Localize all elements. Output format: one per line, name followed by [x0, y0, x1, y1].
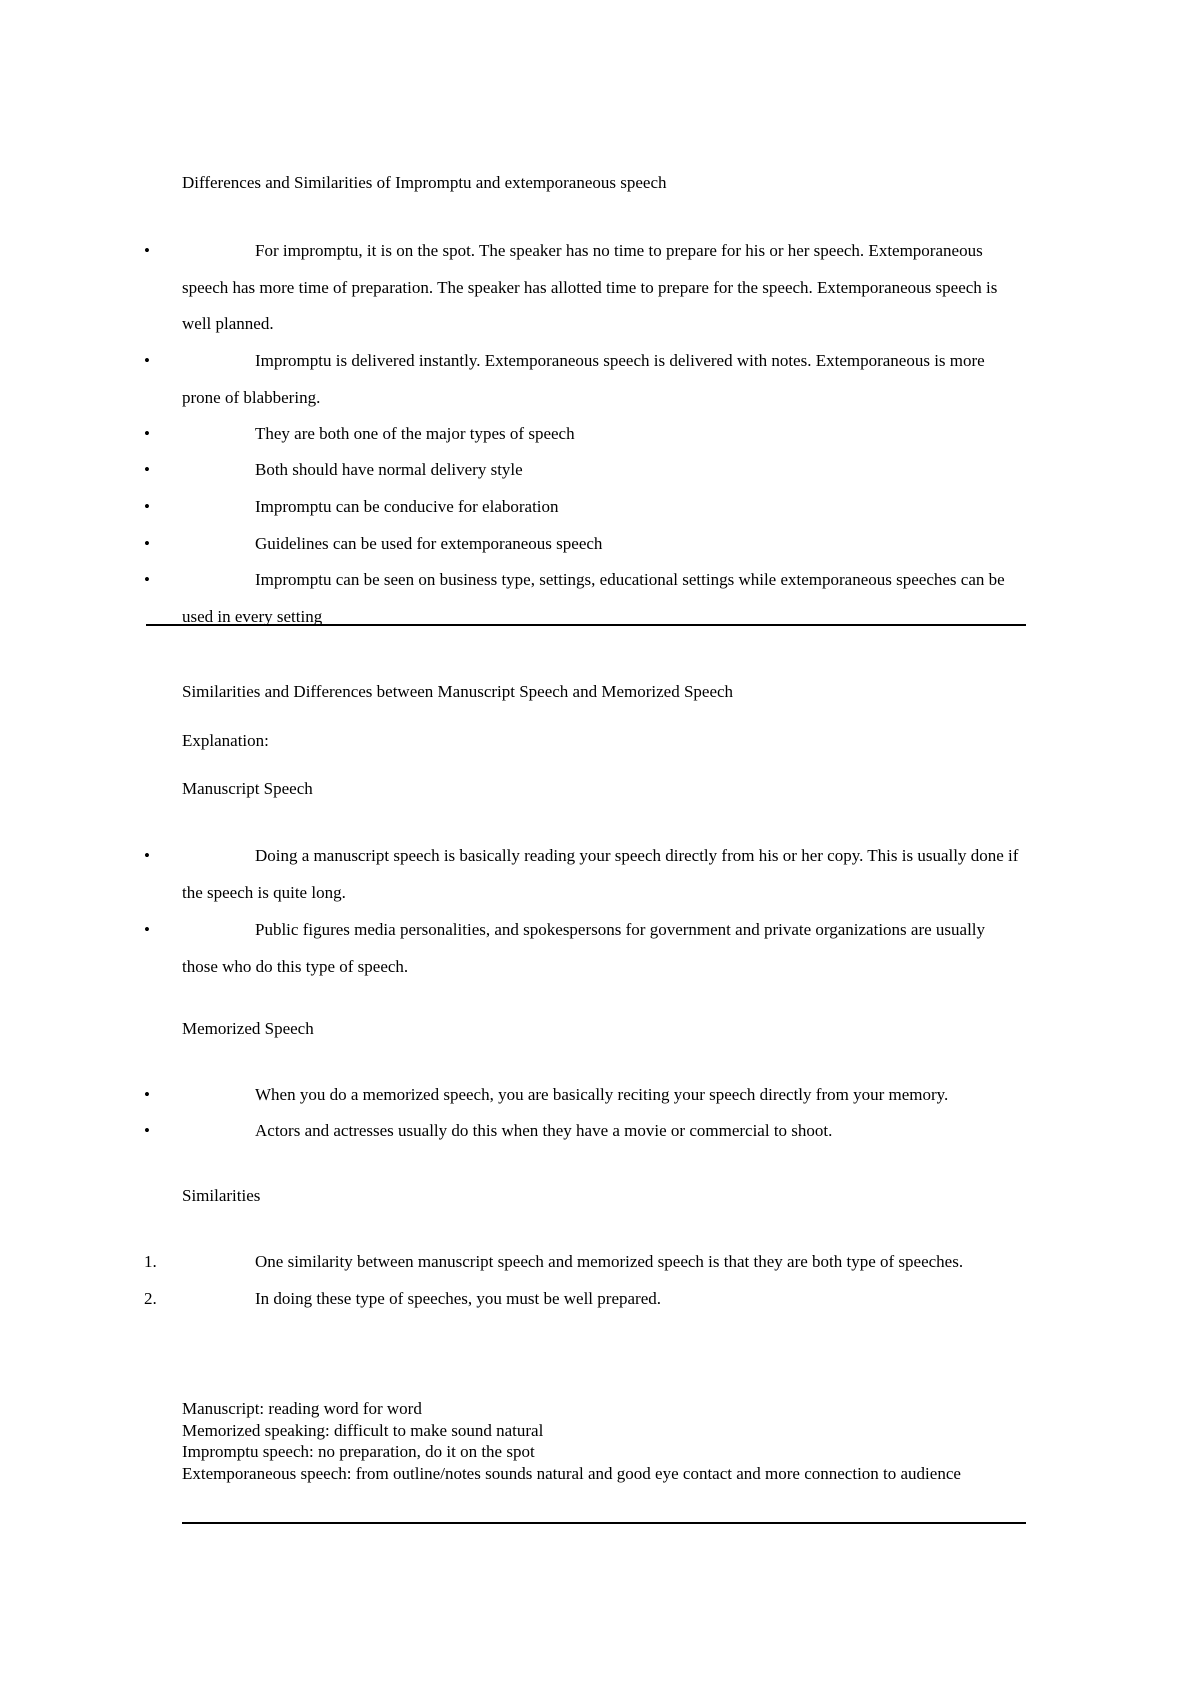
summary-line: Memorized speaking: difficult to make sound natural [182, 1420, 544, 1440]
numbered-item [144, 1244, 1020, 1281]
bullet-icon: • [144, 846, 150, 865]
list-item [144, 838, 1020, 911]
list-item-text: Impromptu can be conducive for elaboration [255, 497, 559, 516]
summary-line: Manuscript: reading word for word [182, 1399, 422, 1418]
summary-block [182, 1398, 961, 1484]
bullet-icon: • [144, 241, 150, 260]
summary-line: Impromptu speech: no preparation, do it on the spot [182, 1442, 535, 1461]
list-item-text: For impromptu, it is on the spot. The speaker has no time to prepare for his or her speech. Extemporaneous speech has more time of preparation. The speaker has allotted time to prepare for the speech. Extemporaneous speech is well planned. [182, 241, 998, 333]
bullet-icon: • [144, 424, 150, 443]
list-item-text: Guidelines can be used for extemporaneous speech [255, 534, 603, 553]
summary-line: Extemporaneous speech: from outline/notes sounds natural and good eye contact and more connection to audience [182, 1463, 961, 1483]
list-item [144, 1113, 1020, 1150]
section1-title: Differences and Similarities of Impromptu and extemporaneous speech [182, 173, 667, 192]
numbered-item-text: One similarity between manuscript speech and memorized speech is that they are both type of speeches. [255, 1252, 964, 1271]
bullet-icon: • [144, 460, 150, 479]
bullet-icon: • [144, 351, 150, 370]
horizontal-rule [182, 1522, 1026, 1524]
list-item-text: Impromptu can be seen on business type, settings, educational settings while extemporaneous speeches can be used in every setting [182, 570, 1005, 626]
section2-title: Similarities and Differences between Manuscript Speech and Memorized Speech [182, 682, 734, 701]
list-item-text: When you do a memorized speech, you are basically reciting your speech directly from your memory. [255, 1085, 949, 1104]
numbered-item-text: In doing these type of speeches, you must be well prepared. [255, 1289, 661, 1308]
list-item-text: Impromptu is delivered instantly. Extemporaneous speech is delivered with notes. Extemporaneous is more prone of blabbering. [182, 351, 985, 407]
list-item [144, 452, 1020, 489]
similarities-heading: Similarities [182, 1186, 261, 1205]
item-number: 2. [144, 1289, 157, 1308]
list-item-text: Doing a manuscript speech is basically reading your speech directly from his or her copy. This is usually done if the speech is quite long. [182, 846, 1019, 902]
list-item-text: Both should have normal delivery style [255, 460, 523, 479]
horizontal-rule [146, 624, 1026, 626]
bullet-icon: • [144, 1085, 150, 1104]
list-item [144, 233, 1020, 343]
explanation-label: Explanation: [182, 731, 269, 750]
list-item-text: They are both one of the major types of speech [255, 424, 575, 443]
list-item [144, 489, 1020, 526]
manuscript-heading: Manuscript Speech [182, 779, 313, 798]
bullet-icon: • [144, 534, 150, 553]
bullet-icon: • [144, 1121, 150, 1140]
list-item-text: Public figures media personalities, and spokespersons for government and private organizations are usually those who do this type of speech. [182, 920, 986, 976]
numbered-item [144, 1281, 1020, 1318]
bullet-icon: • [144, 570, 150, 589]
list-item-text: Actors and actresses usually do this when they have a movie or commercial to shoot. [255, 1121, 833, 1140]
list-item [144, 343, 1020, 416]
list-item [144, 526, 1020, 563]
list-item [144, 912, 1020, 985]
item-number: 1. [144, 1252, 157, 1271]
bullet-icon: • [144, 497, 150, 516]
memorized-heading: Memorized Speech [182, 1019, 314, 1038]
list-item [144, 1077, 1020, 1114]
bullet-icon: • [144, 920, 150, 939]
list-item [144, 416, 1020, 453]
